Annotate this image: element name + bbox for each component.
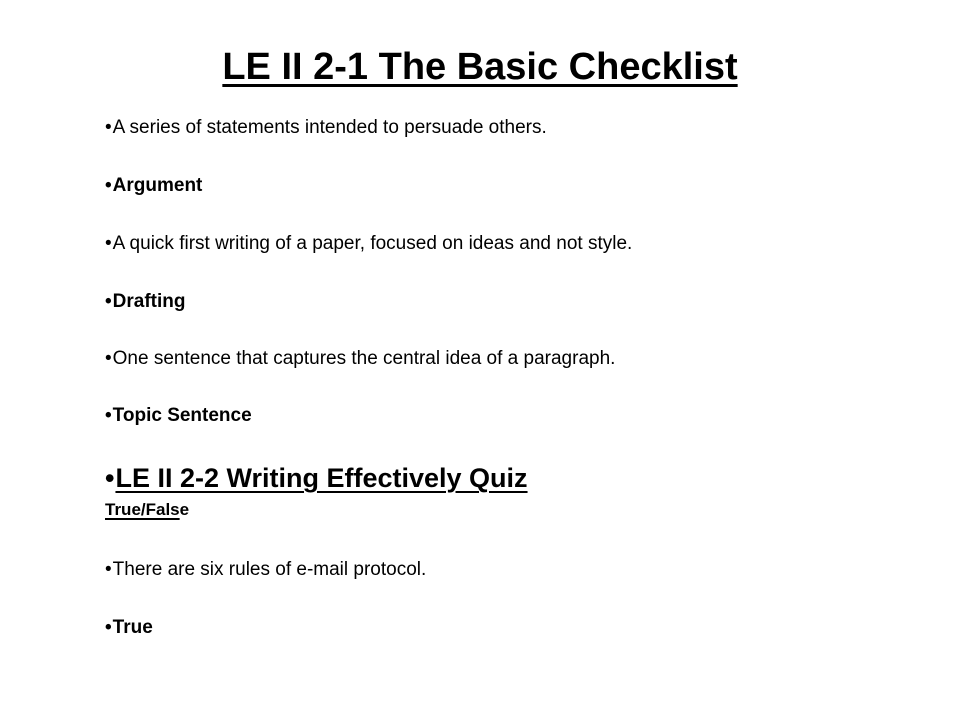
bullet-icon: •	[105, 291, 112, 312]
bullet-item-answer	[105, 290, 185, 314]
subheading-underlined: True/Fals	[105, 500, 180, 519]
bullet-icon: •	[105, 117, 112, 138]
bullet-icon: •	[105, 405, 112, 426]
bullet-item-answer	[105, 174, 202, 198]
item-text: Topic Sentence	[112, 405, 252, 426]
item-text: Drafting	[112, 291, 186, 312]
bullet-icon: •	[105, 463, 115, 493]
bullet-icon: •	[105, 559, 112, 580]
item-text: One sentence that captures the central idea of a paragraph.	[112, 348, 616, 369]
item-text: A series of statements intended to persuade others.	[112, 117, 547, 138]
bullet-icon: •	[105, 348, 112, 369]
item-text: Argument	[112, 175, 203, 196]
item-text: A quick first writing of a paper, focused on ideas and not style.	[112, 233, 633, 254]
bullet-item-statement	[105, 347, 615, 371]
item-text: True	[112, 617, 153, 638]
bullet-icon: •	[105, 175, 112, 196]
section-heading	[105, 460, 528, 496]
bullet-item-statement	[105, 232, 632, 256]
bullet-icon: •	[105, 233, 112, 254]
bullet-item-statement	[105, 558, 426, 582]
section-subheading	[105, 498, 189, 522]
bullet-item-statement	[105, 116, 547, 140]
slide-title: LE II 2-1 The Basic Checklist	[222, 46, 738, 88]
section-heading-text: LE II 2-2 Writing Effectively Quiz	[115, 463, 528, 493]
bullet-icon: •	[105, 617, 112, 638]
bullet-item-answer	[105, 404, 252, 428]
subheading-rest: e	[179, 500, 190, 519]
item-text: There are six rules of e-mail protocol.	[112, 559, 427, 580]
bullet-item-answer	[105, 616, 153, 640]
